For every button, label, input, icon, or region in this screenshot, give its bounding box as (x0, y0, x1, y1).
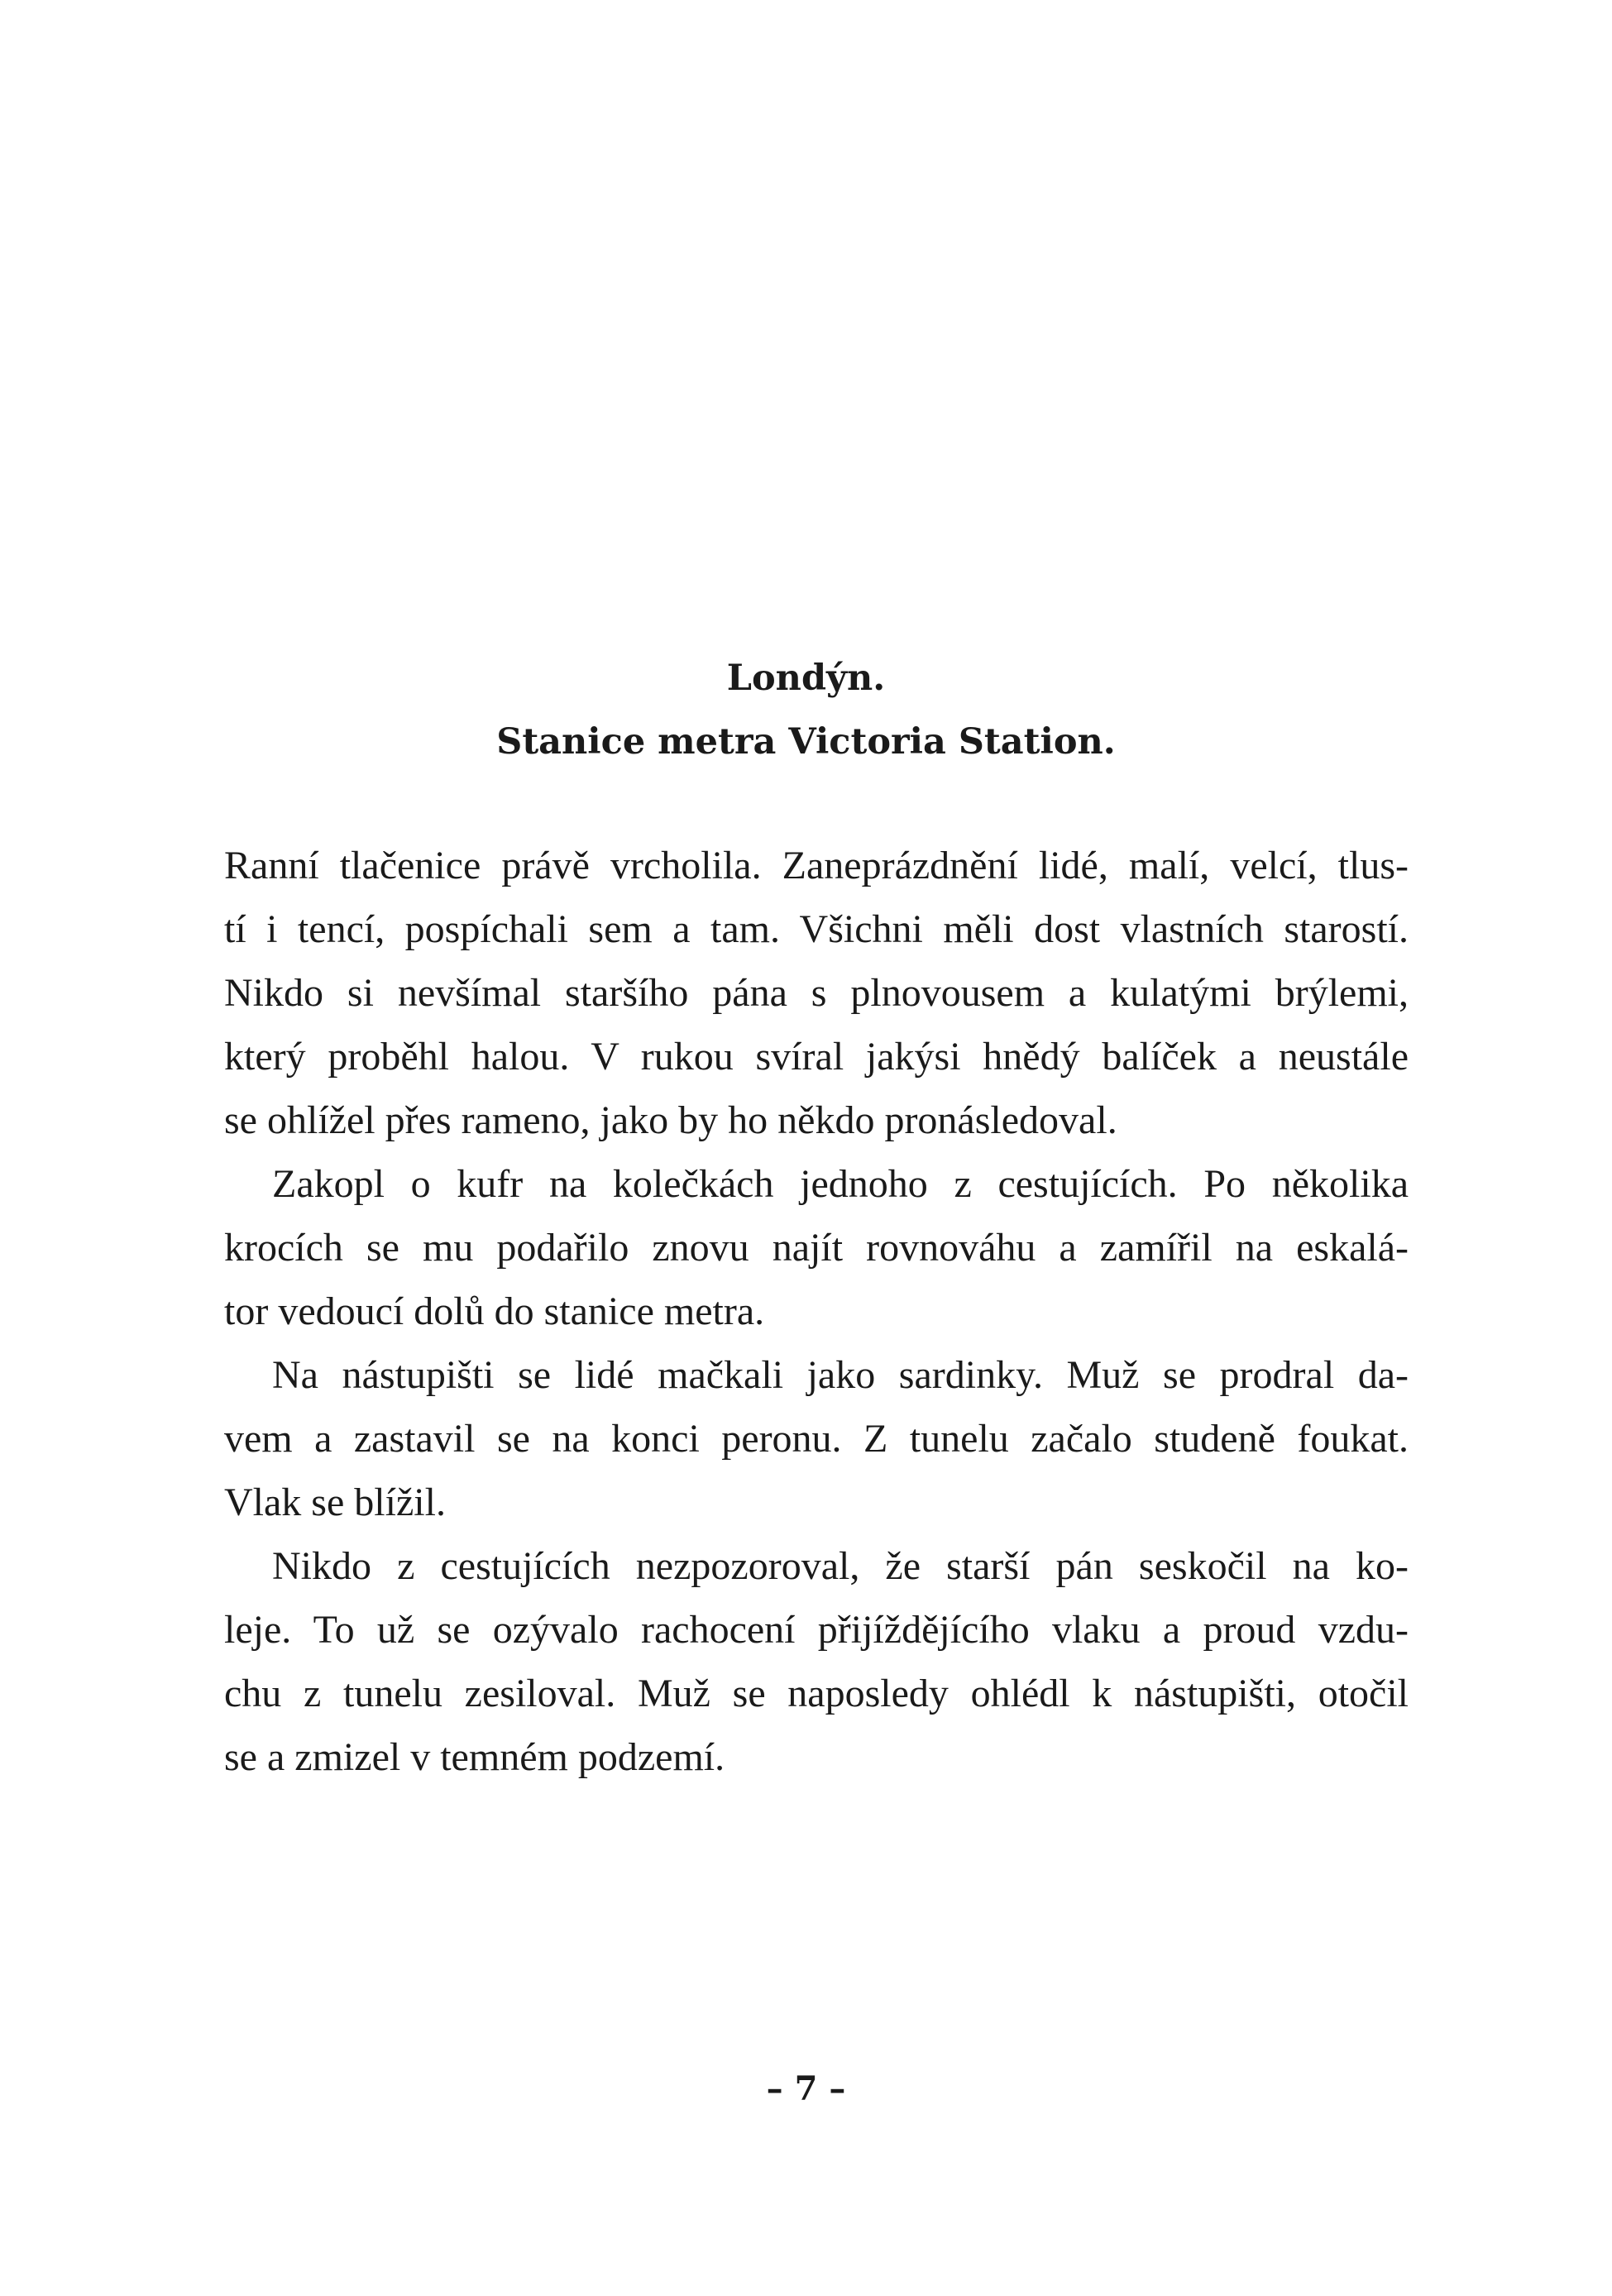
body-text (224, 834, 1409, 1789)
text-line: se ohlížel přes rameno, jako by ho někdo pronásledoval. (224, 1098, 1117, 1142)
text-line: tí i tencí, pospíchali sem a tam. Všichni měli dost vlastních starostí. (224, 907, 1409, 951)
text-line: Nikdo z cestujících nezpozoroval, že starší pán seskočil na ko- (272, 1544, 1409, 1588)
text-line: Ranní tlačenice právě vrcholila. Zaneprázdnění lidé, malí, velcí, tlus- (224, 844, 1409, 887)
text-line: krocích se mu podařilo znovu najít rovnováhu a zamířil na eskalá- (224, 1226, 1409, 1270)
heading-line-station: Stanice metra Victoria Station. (496, 721, 1116, 763)
chapter-heading (0, 647, 1612, 774)
text-line: leje. To už se ozývalo rachocení přijíždějícího vlaku a proud vzdu- (224, 1608, 1409, 1652)
text-line: vem a zastavil se na konci peronu. Z tunelu začalo studeně foukat. (224, 1417, 1409, 1461)
text-line: Vlak se blížil. (224, 1480, 446, 1524)
text-line: Na nástupišti se lidé mačkali jako sardinky. Muž se prodral da- (272, 1353, 1409, 1397)
page-number: – 7 – (766, 2069, 846, 2108)
text-line: tor vedoucí dolů do stanice metra. (224, 1289, 765, 1333)
text-line: Nikdo si nevšímal staršího pána s plnovousem a kulatými brýlemi, (224, 971, 1409, 1015)
text-line: chu z tunelu zesiloval. Muž se naposledy ohlédl k nástupišti, otočil (224, 1672, 1409, 1715)
text-line: který proběhl halou. V rukou svíral jakýsi hnědý balíček a neustále (224, 1035, 1409, 1079)
text-line: Zakopl o kufr na kolečkách jednoho z cestujících. Po několika (272, 1162, 1409, 1206)
paragraph-1 (224, 834, 1409, 1152)
paragraph-2 (224, 1152, 1409, 1343)
text-line: se a zmizel v temném podzemí. (224, 1735, 725, 1779)
paragraph-4 (224, 1534, 1409, 1789)
heading-line-location: Londýn. (726, 658, 886, 699)
paragraph-3 (224, 1343, 1409, 1534)
